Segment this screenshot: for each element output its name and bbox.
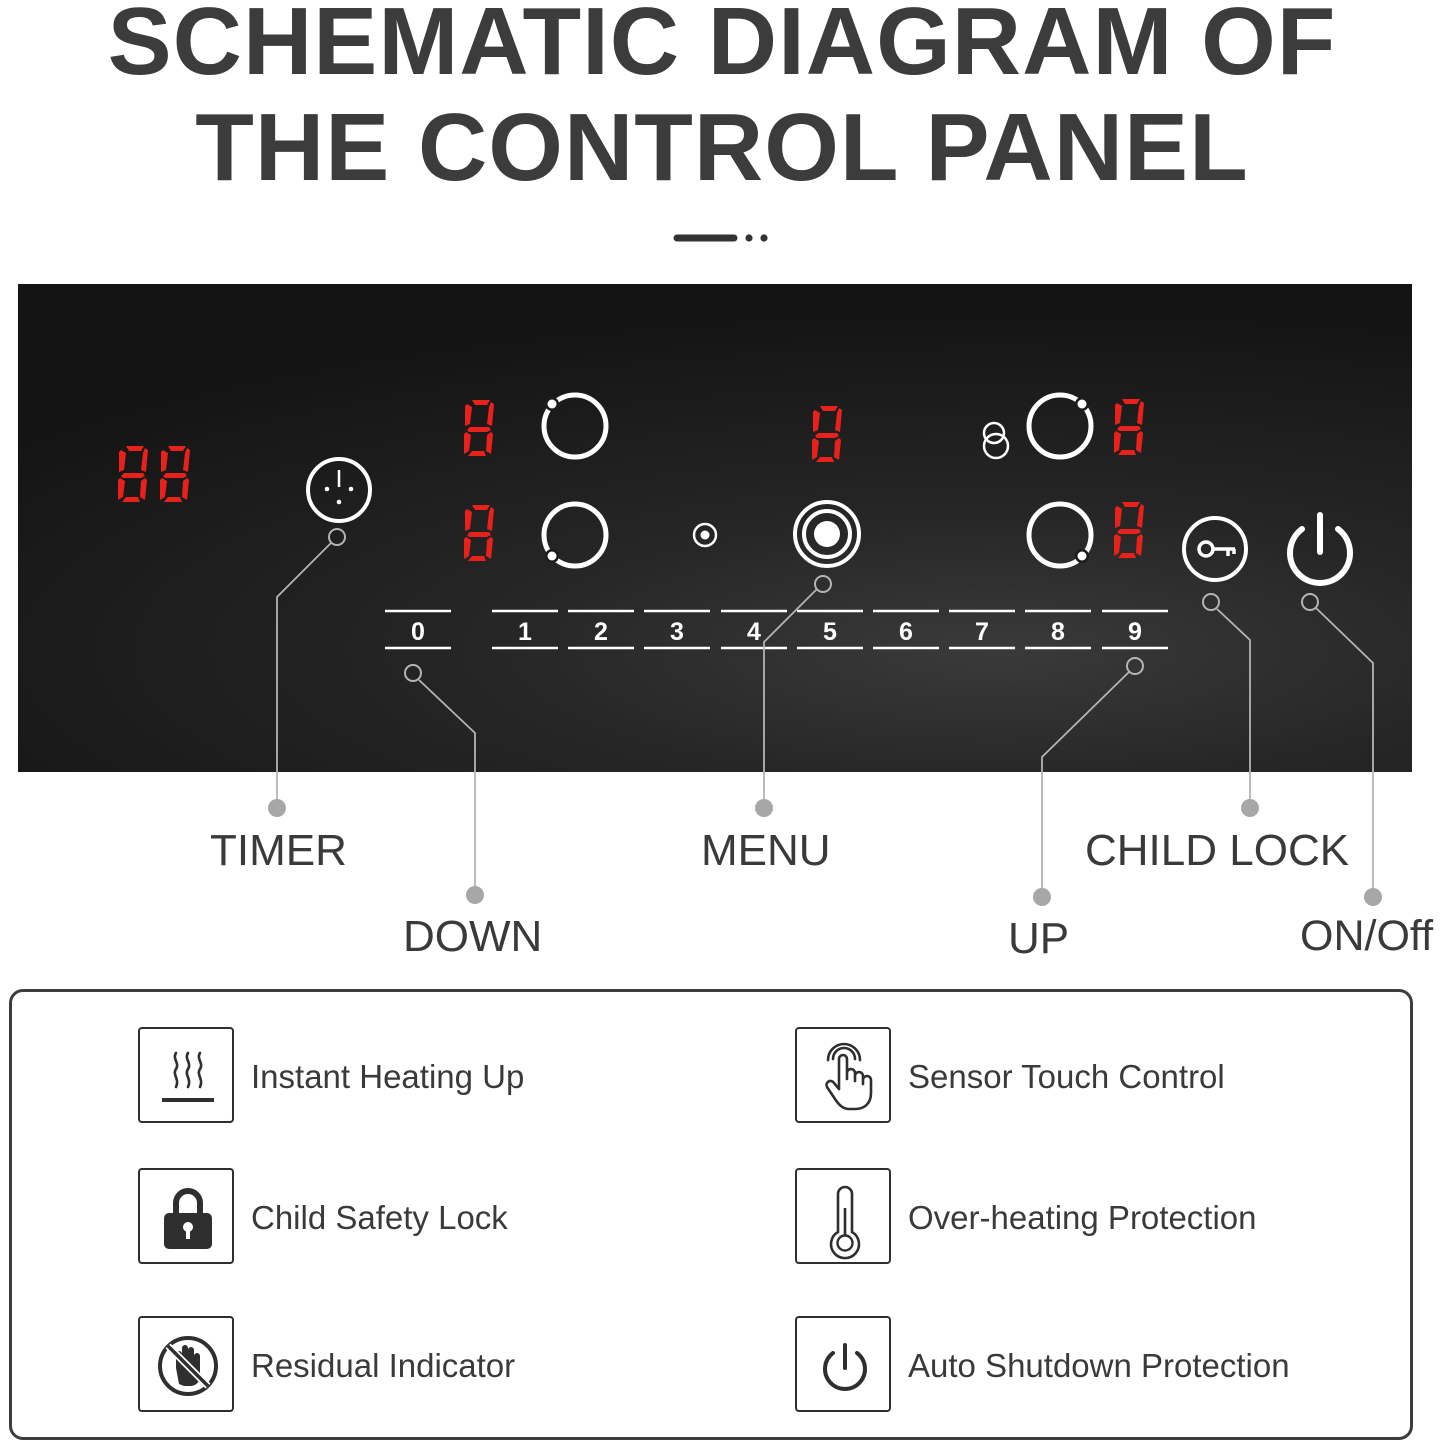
digit-key-6[interactable]: [873, 611, 939, 648]
callout-child-lock: CHILD LOCK: [1085, 826, 1350, 875]
callout-timer: TIMER: [210, 826, 347, 875]
zone-display-left-top: [464, 400, 494, 456]
menu-button[interactable]: [795, 502, 859, 566]
child-lock-button[interactable]: [1184, 518, 1246, 580]
zone-display-left-bottom: [464, 505, 494, 561]
zone-indicator-left-top[interactable]: [544, 395, 606, 457]
power-button[interactable]: [1290, 515, 1350, 583]
digit-key-label: 4: [747, 618, 761, 646]
touch-hand-icon: [795, 1027, 891, 1123]
feature-label: Over-heating Protection: [908, 1199, 1257, 1236]
menu-display: [812, 406, 842, 462]
zone-indicator-left-bottom[interactable]: [544, 504, 606, 566]
digit-key-1[interactable]: [492, 611, 558, 648]
digit-key-3[interactable]: [644, 611, 710, 648]
callout-down: DOWN: [403, 912, 543, 961]
digit-key-label: 7: [975, 618, 989, 646]
zone-display-right-top: [1114, 399, 1144, 455]
feature-label: Child Safety Lock: [251, 1199, 508, 1236]
feature-label: Sensor Touch Control: [908, 1058, 1225, 1095]
feature-label: Residual Indicator: [251, 1347, 516, 1384]
digit-key-label: 3: [670, 618, 684, 646]
heat-waves-icon: [138, 1027, 234, 1123]
digit-key-label: 9: [1128, 618, 1142, 646]
digit-key-2[interactable]: [568, 611, 634, 648]
callout-anchor-circles: [329, 529, 1318, 681]
indicator-dot-icon: [694, 524, 716, 546]
digit-key-7[interactable]: [949, 611, 1015, 648]
zone-indicator-right-top[interactable]: [1029, 395, 1091, 457]
zone-display-right-bottom: [1114, 502, 1144, 558]
thermometer-icon: [795, 1168, 891, 1264]
digit-key-label: 1: [518, 618, 532, 646]
feature-label: Instant Heating Up: [251, 1058, 525, 1095]
bridge-zone-icon: [984, 423, 1008, 458]
callout-menu: MENU: [701, 826, 831, 875]
digit-key-label: 0: [411, 618, 425, 646]
digit-key-label: 8: [1051, 618, 1065, 646]
digit-key-label: 2: [594, 618, 608, 646]
no-touch-hand-icon: [138, 1316, 234, 1412]
power-icon: [795, 1316, 891, 1412]
timer-display: [118, 446, 190, 502]
digit-key-0[interactable]: [385, 611, 451, 648]
digit-key-label: 5: [823, 618, 837, 646]
digit-key-label: 6: [899, 618, 913, 646]
digit-key-5[interactable]: [797, 611, 863, 648]
digit-key-8[interactable]: [1025, 611, 1091, 648]
callout-up: UP: [1008, 914, 1070, 963]
page-title-line-2: THE CONTROL PANEL: [195, 94, 1249, 201]
zone-indicator-right-bottom[interactable]: [1029, 504, 1091, 566]
padlock-icon: [138, 1168, 234, 1264]
digit-key-9[interactable]: [1102, 611, 1168, 648]
feature-label: Auto Shutdown Protection: [908, 1347, 1290, 1384]
callout-on-off: ON/Off: [1300, 912, 1434, 960]
page-title-line-1: SCHEMATIC DIAGRAM OF: [107, 0, 1337, 95]
timer-button[interactable]: [308, 459, 370, 521]
